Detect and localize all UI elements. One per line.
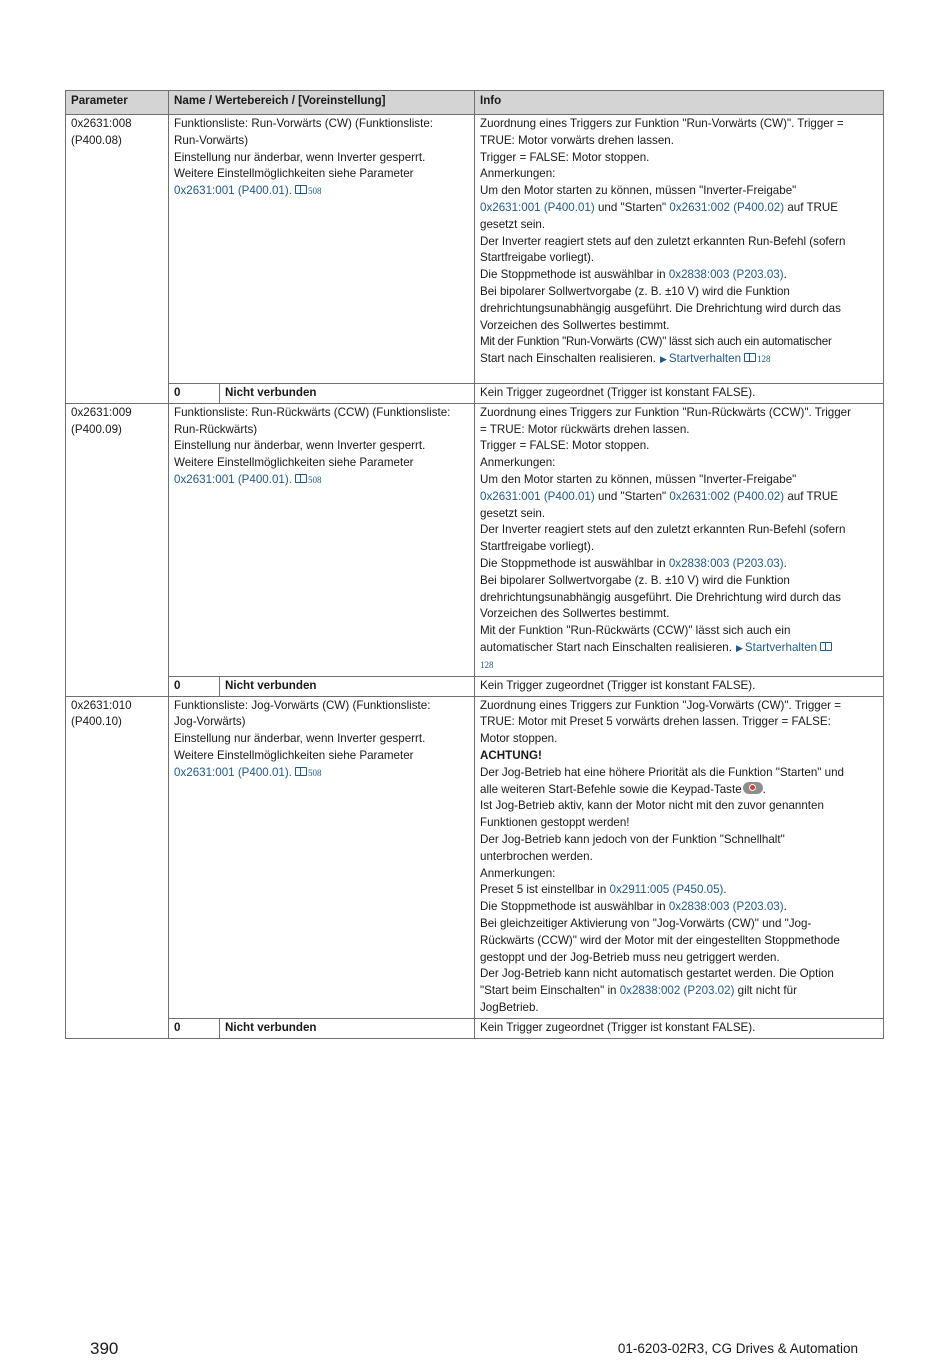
info-line: drehrichtungsunabhängig ausgeführt. Die Drehrichtung wird durch das	[480, 301, 841, 315]
crossref-link[interactable]: Startverhalten	[744, 640, 818, 654]
book-icon	[295, 474, 307, 483]
page-number: 390	[90, 1339, 119, 1358]
info-line: Funktionen gestoppt werden!	[480, 816, 630, 830]
table-row	[66, 696, 884, 1018]
info-line: Mit der Funktion "Run-Vorwärts (CW)" lässt sich auch ein automatischer	[480, 335, 832, 349]
info-line: drehrichtungsunabhängig ausgeführt. Die Drehrichtung wird durch das	[480, 590, 841, 604]
header-parameter: Parameter	[66, 91, 169, 115]
info-text: auf TRUE	[784, 200, 839, 214]
info-line: Der Jog-Betrieb kann jedoch von der Funktion "Schnellhalt"	[480, 832, 785, 846]
info-line: gesetzt sein.	[480, 506, 546, 520]
table-row	[66, 115, 884, 384]
info-line: Trigger = FALSE: Motor stoppen.	[480, 439, 650, 453]
document-id: 01-6203-02R3, CG Drives & Automation	[617, 1341, 858, 1356]
info-text: .	[783, 556, 787, 570]
info-line: Anmerkungen:	[480, 866, 556, 880]
param-link[interactable]: 0x2631:002 (P400.02)	[669, 200, 785, 214]
info-line: Startfreigabe vorliegt).	[480, 540, 595, 554]
info-line: Bei bipolarer Sollwertvorgabe (z. B. ±10 V) wird die Funktion	[480, 573, 790, 587]
name-line: Einstellung nur änderbar, wenn Inverter gesperrt.	[174, 150, 426, 164]
info-line: Um den Motor starten zu können, müssen "Inverter-Freigabe"	[480, 184, 797, 198]
info-line: gesetzt sein.	[480, 217, 546, 231]
info-text: "Start beim Einschalten" in	[480, 984, 620, 998]
page-ref[interactable]: 508	[307, 186, 322, 197]
book-icon	[295, 185, 307, 194]
param-link[interactable]: 0x2838:003 (P203.03)	[668, 556, 784, 570]
name-line: Einstellung nur änderbar, wenn Inverter gesperrt.	[174, 732, 426, 746]
info-line: Startfreigabe vorliegt).	[480, 251, 595, 265]
table-row	[66, 1018, 884, 1038]
info-text: .	[783, 900, 787, 914]
name-cell	[169, 115, 475, 384]
param-link[interactable]: 0x2631:001 (P400.01)	[480, 489, 595, 503]
page-ref[interactable]: 128	[480, 659, 494, 670]
param-link[interactable]: 0x2631:001 (P400.01).	[174, 472, 292, 486]
value-cell: 0	[169, 1018, 220, 1038]
name-line: Weitere Einstellmöglichkeiten siehe Parameter	[174, 748, 414, 762]
param-link[interactable]: 0x2838:003 (P203.03)	[668, 268, 784, 282]
info-line: unterbrochen werden.	[480, 849, 593, 863]
param-cell	[66, 696, 169, 1038]
name-line: Einstellung nur änderbar, wenn Inverter gesperrt.	[174, 439, 426, 453]
param-link[interactable]: 0x2838:002 (P203.02)	[619, 984, 735, 998]
info-line: Der Jog-Betrieb hat eine höhere Priorität als die Funktion "Starten" und	[480, 765, 844, 779]
info-line: JogBetrieb.	[480, 1000, 539, 1014]
info-line: Der Inverter reagiert stets auf den zuletzt erkannten Run-Befehl (sofern	[480, 523, 846, 537]
info-line: gestoppt und der Jog-Betrieb muss neu getriggert werden.	[480, 950, 780, 964]
param-link[interactable]: 0x2911:005 (P450.05)	[609, 883, 724, 897]
info-line: Motor stoppen.	[480, 732, 558, 746]
crossref-link[interactable]: Startverhalten	[668, 352, 742, 366]
name-cell	[169, 403, 475, 676]
value-name-cell: Nicht verbunden	[220, 1018, 475, 1038]
info-text: Die Stoppmethode ist auswählbar in	[480, 900, 669, 914]
param-index: 0x2631:010	[71, 698, 132, 712]
keypad-stop-key-icon	[743, 782, 763, 794]
table-row	[66, 403, 884, 676]
param-index: 0x2631:009	[71, 405, 132, 419]
name-line: Run-Vorwärts)	[174, 133, 249, 147]
info-line: = TRUE: Motor rückwärts drehen lassen.	[480, 422, 690, 436]
param-link[interactable]: 0x2631:001 (P400.01).	[174, 765, 292, 779]
info-text: .	[762, 782, 766, 796]
info-line: Mit der Funktion "Run-Rückwärts (CCW)" lässt sich auch ein	[480, 624, 791, 638]
arrow-right-icon: ▶	[735, 642, 743, 653]
page-ref[interactable]: 128	[757, 354, 771, 365]
info-text: Die Stoppmethode ist auswählbar in	[480, 268, 669, 282]
book-icon	[744, 353, 756, 362]
info-line: Anmerkungen:	[480, 456, 556, 470]
info-cell	[475, 115, 884, 384]
table-row	[66, 676, 884, 696]
param-link[interactable]: 0x2838:003 (P203.03)	[668, 900, 784, 914]
name-line: Weitere Einstellmöglichkeiten siehe Parameter	[174, 456, 414, 470]
param-link[interactable]: 0x2631:001 (P400.01)	[480, 200, 595, 214]
info-line: Anmerkungen:	[480, 167, 556, 181]
value-info-cell: Kein Trigger zugeordnet (Trigger ist konstant FALSE).	[475, 1018, 884, 1038]
info-line: Vorzeichen des Sollwertes bestimmt.	[480, 607, 670, 621]
info-line: Bei bipolarer Sollwertvorgabe (z. B. ±10 V) wird die Funktion	[480, 284, 790, 298]
value-name-cell: Nicht verbunden	[220, 384, 475, 404]
name-cell	[169, 696, 475, 1018]
value-cell: 0	[169, 676, 220, 696]
info-line: Vorzeichen des Sollwertes bestimmt.	[480, 318, 670, 332]
info-line: Der Inverter reagiert stets auf den zuletzt erkannten Run-Befehl (sofern	[480, 234, 846, 248]
info-text: und "Starten"	[594, 200, 670, 214]
info-text: Preset 5 ist einstellbar in	[480, 883, 610, 897]
info-line	[480, 657, 878, 674]
page-ref[interactable]: 508	[307, 767, 322, 778]
table-header-row	[66, 91, 884, 115]
info-line: Zuordnung eines Triggers zur Funktion "Run-Rückwärts (CCW)". Trigger	[480, 405, 851, 419]
param-code: (P400.10)	[71, 715, 122, 729]
value-name-cell: Nicht verbunden	[220, 676, 475, 696]
info-line	[480, 782, 878, 799]
info-line: TRUE: Motor vorwärts drehen lassen.	[480, 133, 674, 147]
book-icon	[820, 642, 832, 651]
info-line	[480, 899, 878, 916]
info-line: TRUE: Motor mit Preset 5 vorwärts drehen lassen. Trigger = FALSE:	[480, 715, 831, 729]
book-icon	[295, 767, 307, 776]
name-line: Jog-Vorwärts)	[174, 715, 246, 729]
info-line	[480, 351, 878, 368]
info-line: Der Jog-Betrieb kann nicht automatisch gestartet werden. Die Option	[480, 967, 834, 981]
info-line	[480, 200, 878, 217]
name-line: Funktionsliste: Run-Vorwärts (CW) (Funktionsliste:	[174, 117, 433, 130]
param-code: (P400.08)	[71, 133, 122, 147]
warning-heading: ACHTUNG!	[480, 748, 542, 762]
info-line: Bei gleichzeitiger Aktivierung von "Jog-Vorwärts (CW)" und "Jog-	[480, 916, 812, 930]
info-line	[480, 882, 878, 899]
info-text: auf TRUE	[784, 489, 839, 503]
table-row	[66, 384, 884, 404]
info-line: Um den Motor starten zu können, müssen "Inverter-Freigabe"	[480, 472, 797, 486]
info-line: Trigger = FALSE: Motor stoppen.	[480, 150, 650, 164]
info-text: .	[783, 268, 787, 282]
page-ref[interactable]: 508	[307, 474, 322, 485]
info-line	[480, 640, 878, 657]
value-info-cell: Kein Trigger zugeordnet (Trigger ist konstant FALSE).	[475, 384, 884, 404]
name-line: Funktionsliste: Run-Rückwärts (CCW) (Funktionsliste:	[174, 405, 451, 419]
param-cell	[66, 115, 169, 404]
info-text: gilt nicht für	[734, 984, 797, 998]
info-line: Zuordnung eines Triggers zur Funktion "Jog-Vorwärts (CW)". Trigger =	[480, 698, 842, 712]
param-link[interactable]: 0x2631:001 (P400.01).	[174, 184, 292, 198]
info-text: Start nach Einschalten realisieren.	[480, 352, 656, 366]
header-name: Name / Wertebereich / [Voreinstellung]	[169, 91, 475, 115]
info-line: Rückwärts (CCW)" wird der Motor mit der eingestellten Stoppmethode	[480, 933, 840, 947]
parameter-table	[65, 90, 884, 1039]
info-text: und "Starten"	[594, 489, 670, 503]
param-link[interactable]: 0x2631:002 (P400.02)	[669, 489, 785, 503]
param-code: (P400.09)	[71, 422, 122, 436]
header-info: Info	[475, 91, 884, 115]
name-line: Funktionsliste: Jog-Vorwärts (CW) (Funktionsliste:	[174, 698, 431, 712]
info-text: automatischer Start nach Einschalten realisieren.	[480, 640, 732, 654]
info-line	[480, 489, 878, 506]
info-cell	[475, 696, 884, 1018]
info-line	[480, 556, 878, 573]
name-line: Weitere Einstellmöglichkeiten siehe Parameter	[174, 167, 414, 181]
info-text: alle weiteren Start-Befehle sowie die Keypad-Taste	[480, 782, 742, 796]
info-line	[480, 267, 878, 284]
info-text: .	[723, 883, 727, 897]
param-cell	[66, 403, 169, 696]
param-index: 0x2631:008	[71, 117, 132, 130]
value-cell: 0	[169, 384, 220, 404]
info-line: Zuordnung eines Triggers zur Funktion "Run-Vorwärts (CW)". Trigger =	[480, 117, 844, 130]
info-cell	[475, 403, 884, 676]
arrow-right-icon: ▶	[659, 354, 667, 365]
info-line	[480, 983, 878, 1000]
name-line: Run-Rückwärts)	[174, 422, 258, 436]
value-info-cell: Kein Trigger zugeordnet (Trigger ist konstant FALSE).	[475, 676, 884, 696]
info-line: Ist Jog-Betrieb aktiv, kann der Motor nicht mit den zuvor genannten	[480, 799, 824, 813]
info-text: Die Stoppmethode ist auswählbar in	[480, 556, 669, 570]
